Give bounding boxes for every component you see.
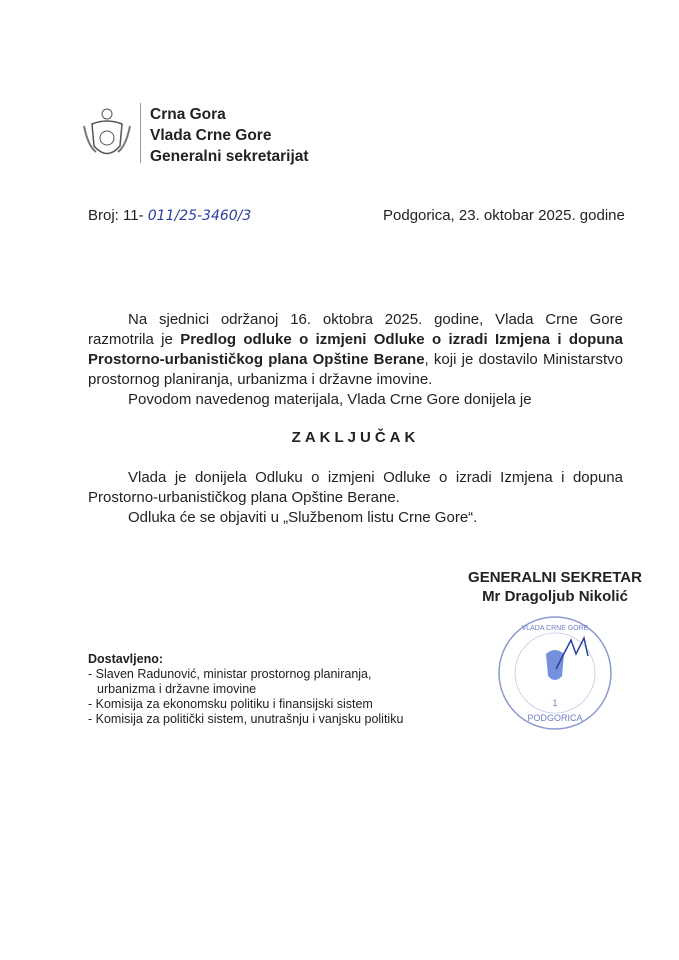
signature-block xyxy=(440,568,670,606)
distribution-title: Dostavljeno: xyxy=(88,652,164,666)
distribution-item: - Slaven Radunović, ministar prostornog planiranja, xyxy=(88,667,372,681)
office-name: Generalni sekretarijat xyxy=(150,148,309,165)
distribution-item: - Komisija za ekonomsku politiku i finansijski sistem xyxy=(88,697,373,711)
header-divider xyxy=(140,103,141,163)
signatory-title: GENERALNI SEKRETAR xyxy=(468,569,642,586)
stamp-city: PODGORICA xyxy=(527,713,583,723)
paragraph-intro xyxy=(88,310,623,390)
distribution-item: urbanizma i državne imovine xyxy=(97,682,257,696)
document-body xyxy=(88,310,623,528)
intro-text-end: , koji je dostavilo Ministarstvo prostornog planiranja, urbanizma i državne imovine. xyxy=(88,351,623,388)
official-stamp xyxy=(496,614,614,732)
country-name: Crna Gora xyxy=(150,106,226,123)
reference-number xyxy=(88,207,251,224)
distribution-list xyxy=(88,652,403,727)
letterhead xyxy=(150,104,309,167)
handwritten-number: 011/25-3460/3 xyxy=(147,208,252,224)
paragraph-decision: Vlada je donijela Odluku o izmjeni Odluke o izradi Izmjena i dopuna Prostorno-urbanističkog plana Opštine Berane. xyxy=(88,469,623,506)
paragraph-publication: Odluka će se objaviti u „Službenom listu Crne Gore“. xyxy=(128,509,478,526)
conclusion-heading: ZAKLJUČAK xyxy=(291,429,420,446)
paragraph-adopted: Povodom navedenog materijala, Vlada Crne Gore donijela je xyxy=(128,391,532,408)
signatory-name: Mr Dragoljub Nikolić xyxy=(482,588,628,605)
proposal-title: Predlog odluke o izmjeni Odluke o izradi Izmjena i dopuna Prostorno-urbanističkog plana Opštine Berane xyxy=(88,331,623,368)
government-name: Vlada Crne Gore xyxy=(150,127,272,144)
intro-text: Na sjednici održanoj 16. oktobra 2025. godine, Vlada Crne Gore razmotrila je xyxy=(88,311,623,348)
reference-label: Broj: 11- xyxy=(88,207,144,224)
stamp-number: 1 xyxy=(552,698,558,708)
distribution-item: - Komisija za politički sistem, unutrašnju i vanjsku politiku xyxy=(88,712,404,726)
document-date: Podgorica, 23. oktobar 2025. godine xyxy=(383,207,625,224)
coat-of-arms-icon xyxy=(82,106,132,166)
stamp-text: VLADA CRNE GORE xyxy=(521,625,589,632)
